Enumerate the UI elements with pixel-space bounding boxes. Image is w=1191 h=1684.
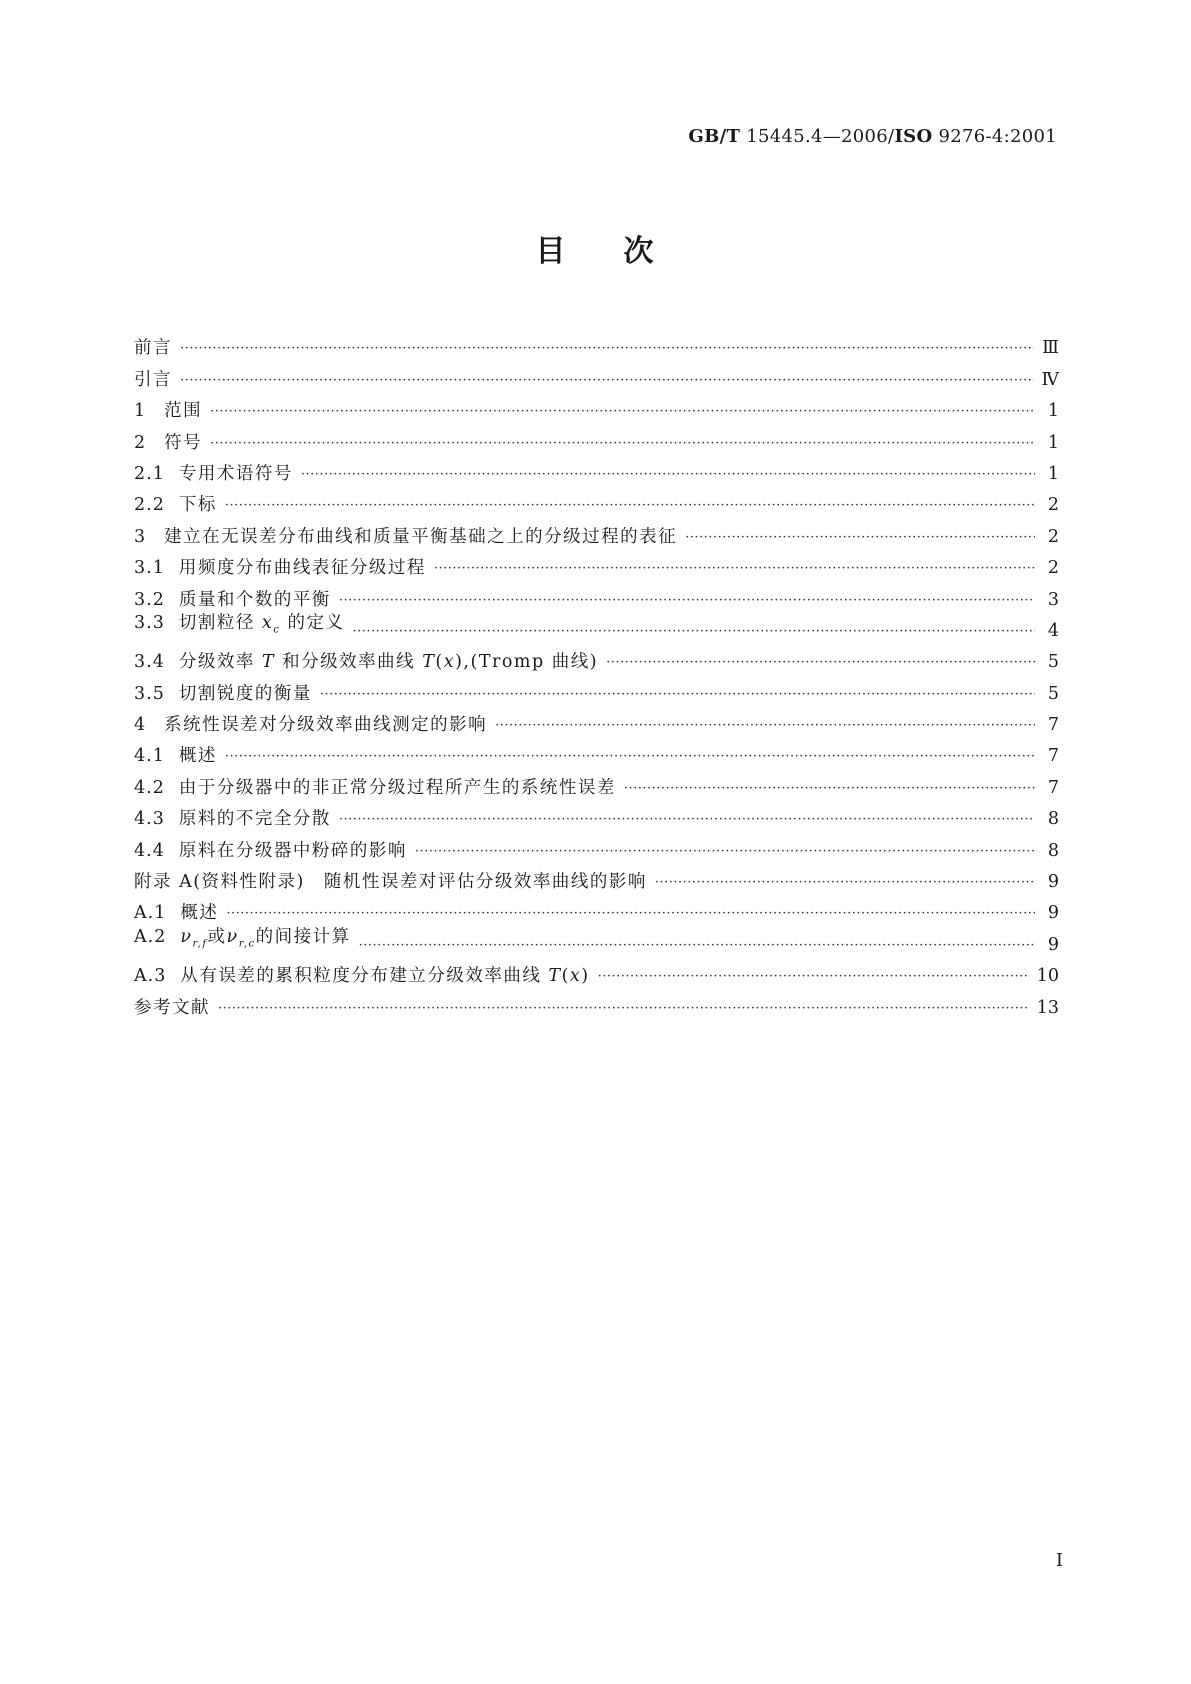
toc-entry-label: A.1 概述	[134, 903, 219, 924]
leader-dots	[434, 559, 1035, 579]
toc-page-number: 2	[1047, 526, 1059, 547]
leader-dots	[225, 747, 1035, 767]
toc-entry-a-1[interactable]	[134, 893, 1059, 924]
leader-dots	[352, 622, 1035, 642]
toc-entry-3-2[interactable]	[134, 579, 1059, 610]
leader-dots	[320, 685, 1035, 705]
toc-entry-label: 参考文献	[134, 997, 210, 1018]
toc-page-number: 13	[1036, 997, 1059, 1018]
toc-entry-a-3[interactable]	[134, 956, 1059, 987]
toc-page-number: 9	[1047, 872, 1059, 893]
leader-dots	[226, 904, 1035, 924]
toc-entry-label: 4.2 由于分级器中的非正常分级过程所产生的系统性误差	[134, 777, 616, 798]
toc-entry-label: 2.1 专用术语符号	[134, 463, 293, 484]
leader-dots	[339, 591, 1035, 611]
toc-page-number: 9	[1047, 934, 1059, 955]
toc-entry-label: 2 符号	[134, 432, 203, 453]
toc-entry-2-2[interactable]	[134, 485, 1059, 516]
leader-dots	[495, 716, 1035, 736]
toc-entry-label: 2.2 下标	[134, 495, 217, 516]
toc-entry-introduction[interactable]	[134, 359, 1059, 390]
toc-page-number: 8	[1047, 840, 1059, 861]
toc-page-number: 5	[1047, 683, 1059, 704]
toc-entry-label: 3.1 用频度分布曲线表征分级过程	[134, 558, 426, 579]
leader-dots	[180, 371, 1034, 391]
toc-page-number: 9	[1047, 903, 1059, 924]
toc-entry-2-1[interactable]	[134, 454, 1059, 485]
leader-dots	[624, 779, 1035, 799]
toc-page-number: 1	[1047, 463, 1059, 484]
toc-entry-label: 3 建立在无误差分布曲线和质量平衡基础之上的分级过程的表征	[134, 526, 678, 547]
table-of-contents	[134, 328, 1059, 1019]
page-title	[0, 226, 1191, 270]
toc-entry-label: 3.5 切割锐度的衡量	[134, 683, 312, 704]
title-char-1: 目	[535, 234, 568, 269]
toc-page-number: 7	[1047, 746, 1059, 767]
std-prefix: GB/T	[688, 126, 741, 147]
leader-dots	[685, 528, 1035, 548]
leader-dots	[415, 842, 1035, 862]
leader-dots	[210, 434, 1035, 454]
toc-entry-4[interactable]	[134, 705, 1059, 736]
toc-page-number: Ⅳ	[1041, 369, 1059, 390]
toc-entry-foreword[interactable]	[134, 328, 1059, 359]
toc-entry-4-1[interactable]	[134, 736, 1059, 767]
leader-dots	[339, 810, 1035, 830]
leader-dots	[218, 999, 1029, 1019]
std-number: 15445.4—2006/	[746, 126, 895, 147]
toc-entry-label: A.3 从有误差的累积粒度分布建立分级效率曲线 T(x)	[134, 966, 590, 987]
toc-entry-4-4[interactable]	[134, 830, 1059, 861]
toc-entry-3-5[interactable]	[134, 673, 1059, 704]
toc-entry-annex-a[interactable]	[134, 862, 1059, 893]
toc-entry-label: 附录 A(资料性附录) 随机性误差对评估分级效率曲线的影响	[134, 872, 647, 893]
toc-entry-4-2[interactable]	[134, 767, 1059, 798]
toc-page-number: 1	[1047, 401, 1059, 422]
toc-entry-label: 4.3 原料的不完全分散	[134, 809, 331, 830]
iso-number: 9276-4:2001	[938, 126, 1057, 147]
leader-dots	[655, 873, 1035, 893]
toc-page-number: 7	[1047, 777, 1059, 798]
toc-entry-label: 4 系统性误差对分级效率曲线测定的影响	[134, 715, 488, 736]
toc-entry-label: 1 范围	[134, 401, 203, 422]
toc-page-number: Ⅲ	[1042, 338, 1059, 359]
toc-entry-label: 4.4 原料在分级器中粉碎的影响	[134, 840, 407, 861]
toc-entry-3-1[interactable]	[134, 548, 1059, 579]
leader-dots	[225, 496, 1035, 516]
toc-entry-2[interactable]	[134, 422, 1059, 453]
toc-entry-3-4[interactable]	[134, 642, 1059, 673]
toc-page-number: 4	[1047, 620, 1059, 641]
toc-entry-label: 3.3 切割粒径 $x_c$ 的定义	[134, 613, 345, 636]
toc-entry-3[interactable]	[134, 516, 1059, 547]
toc-entry-bibliography[interactable]	[134, 987, 1059, 1018]
toc-entry-label: 前言	[134, 338, 172, 359]
iso-prefix: ISO	[894, 126, 933, 147]
toc-entry-label: 4.1 概述	[134, 746, 217, 767]
leader-dots	[598, 967, 1029, 987]
toc-entry-4-3[interactable]	[134, 799, 1059, 830]
title-char-2: 次	[623, 234, 656, 269]
toc-page-number: 8	[1047, 809, 1059, 830]
leader-dots	[180, 339, 1034, 359]
toc-entry-1[interactable]	[134, 391, 1059, 422]
toc-entry-a-2[interactable]	[134, 924, 1059, 955]
toc-page-number: 3	[1047, 589, 1059, 610]
toc-page-number: 7	[1047, 715, 1059, 736]
leader-dots	[606, 653, 1035, 673]
toc-entry-label: 引言	[134, 369, 172, 390]
toc-page-number: 2	[1047, 558, 1059, 579]
toc-entry-label: 3.4 分级效率 T 和分级效率曲线 T(x),(Tromp 曲线)	[134, 652, 599, 673]
toc-page-number: 2	[1047, 495, 1059, 516]
leader-dots	[210, 402, 1035, 422]
toc-entry-label: A.2 $\nu_{r,f}$或$\nu_{r,c}$的间接计算	[134, 927, 351, 950]
leader-dots	[301, 465, 1035, 485]
toc-entry-3-3[interactable]	[134, 611, 1059, 642]
toc-page-number: 10	[1036, 966, 1059, 987]
footer-page-number: I	[1055, 1550, 1063, 1571]
toc-entry-label: 3.2 质量和个数的平衡	[134, 589, 331, 610]
leader-dots	[359, 936, 1035, 956]
toc-page-number: 5	[1047, 652, 1059, 673]
standard-header	[688, 126, 1057, 147]
toc-page-number: 1	[1047, 432, 1059, 453]
